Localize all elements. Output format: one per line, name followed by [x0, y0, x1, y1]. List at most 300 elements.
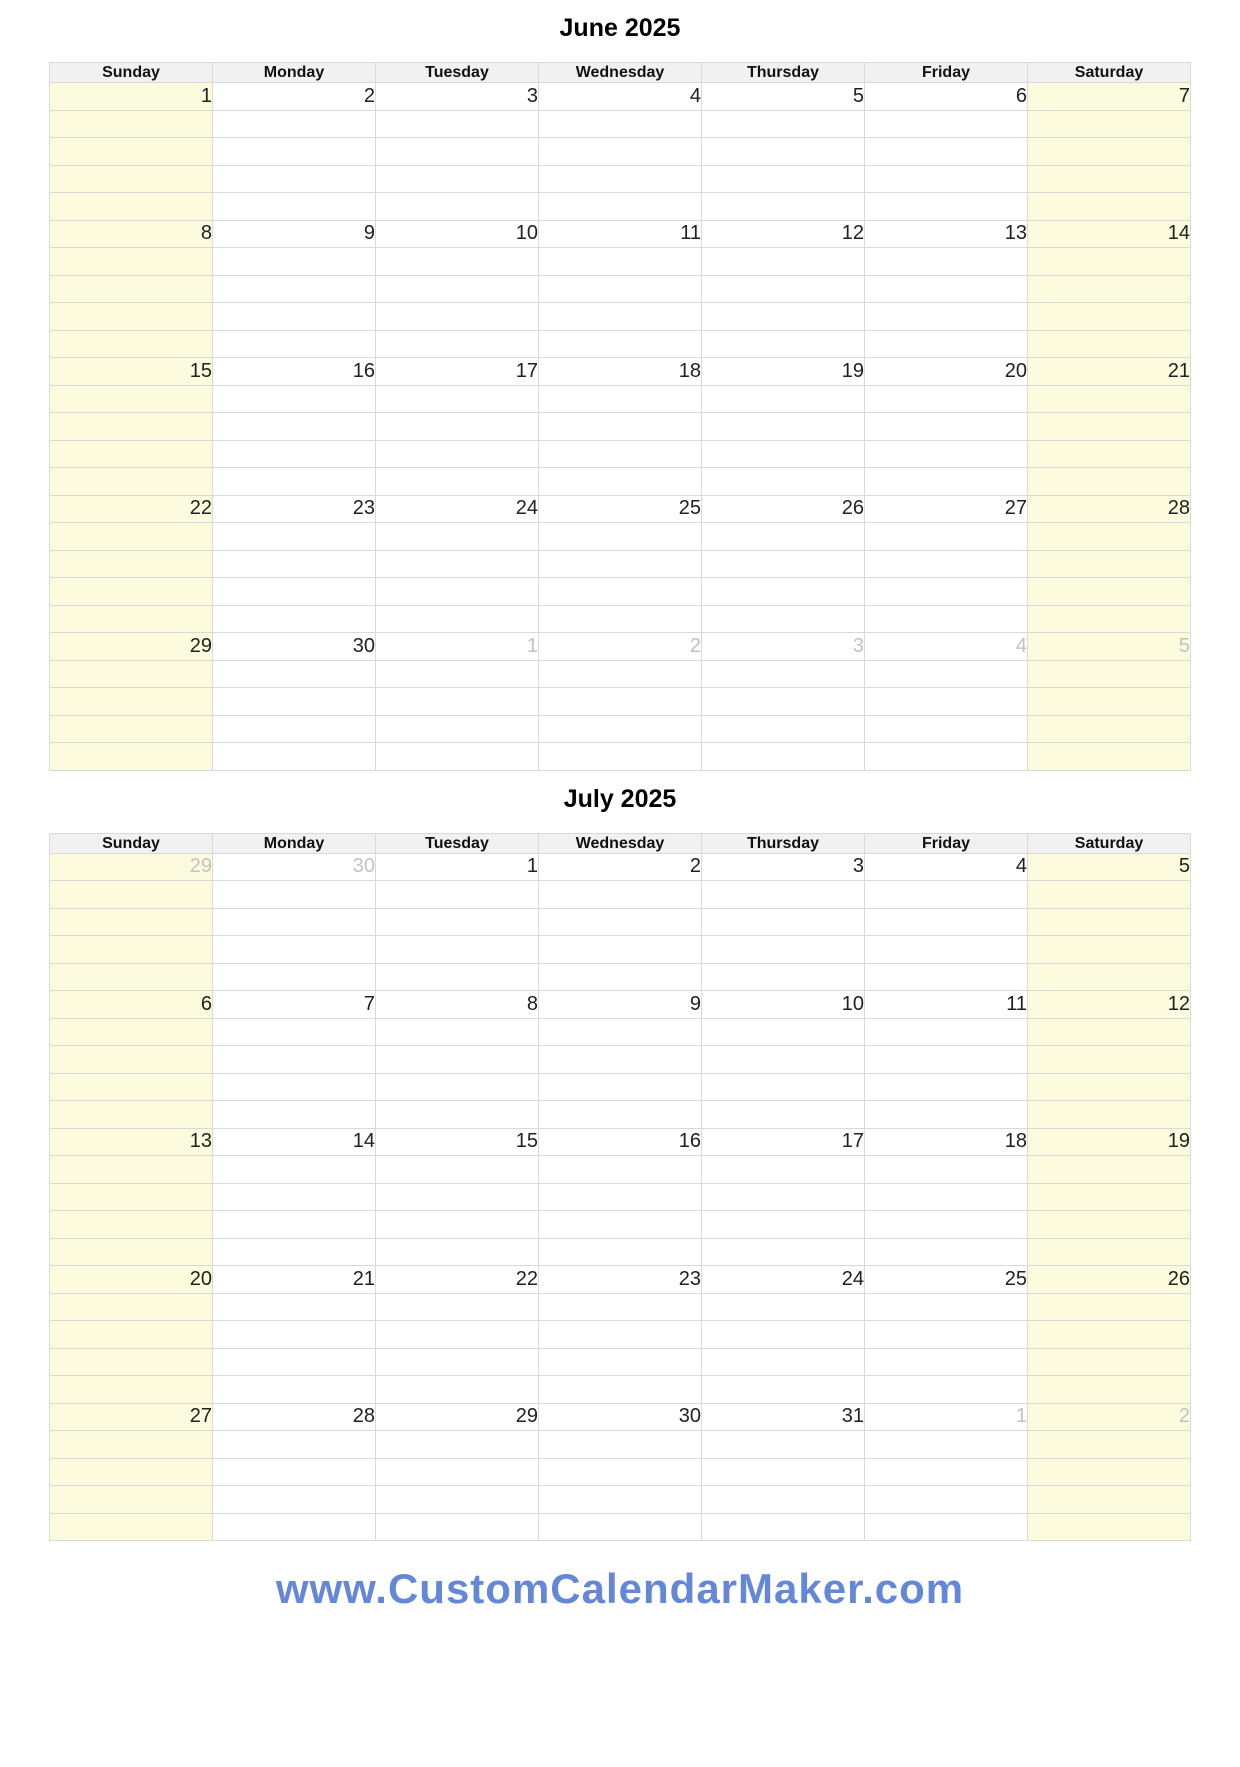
- week-date-row: [50, 991, 1191, 1019]
- date-cell: 3: [376, 83, 539, 111]
- blank-cell: [865, 1101, 1028, 1129]
- blank-cell: [1028, 1238, 1191, 1266]
- blank-cell: [213, 578, 376, 606]
- day-header-cell: Sunday: [50, 63, 213, 83]
- date-cell: 2: [539, 853, 702, 881]
- blank-cell: [1028, 1211, 1191, 1239]
- blank-cell: [539, 881, 702, 909]
- blank-cell: [539, 578, 702, 606]
- blank-cell: [213, 110, 376, 138]
- blank-cell: [213, 963, 376, 991]
- blank-cell: [539, 1376, 702, 1404]
- date-cell: 4: [865, 853, 1028, 881]
- blank-cell: [702, 1486, 865, 1514]
- date-cell: 22: [50, 495, 213, 523]
- blank-cell: [702, 660, 865, 688]
- date-cell: 7: [213, 991, 376, 1019]
- blank-cell: [50, 165, 213, 193]
- blank-cell: [50, 936, 213, 964]
- date-cell: 8: [50, 220, 213, 248]
- blank-cell: [539, 1348, 702, 1376]
- blank-cell: [50, 1321, 213, 1349]
- blank-cell: [539, 275, 702, 303]
- date-cell: 5: [1028, 853, 1191, 881]
- blank-cell: [50, 275, 213, 303]
- blank-cell: [376, 963, 539, 991]
- blank-cell: [865, 1238, 1028, 1266]
- calendar-title: June 2025: [559, 14, 681, 42]
- blank-cell: [50, 248, 213, 276]
- day-header-cell: Sunday: [50, 833, 213, 853]
- date-cell: 12: [702, 220, 865, 248]
- blank-cell: [702, 1183, 865, 1211]
- blank-cell: [702, 715, 865, 743]
- blank-cell: [539, 550, 702, 578]
- blank-cell: [50, 578, 213, 606]
- date-cell: 24: [702, 1266, 865, 1294]
- blank-cell: [1028, 1431, 1191, 1459]
- blank-cell: [702, 1238, 865, 1266]
- blank-cell: [865, 330, 1028, 358]
- blank-cell: [213, 385, 376, 413]
- blank-cell: [376, 303, 539, 331]
- blank-cell: [50, 193, 213, 221]
- blank-cell: [1028, 468, 1191, 496]
- blank-cell: [213, 193, 376, 221]
- date-cell: 23: [213, 495, 376, 523]
- blank-cell: [865, 936, 1028, 964]
- date-cell: 2: [539, 633, 702, 661]
- notes-row: [50, 578, 1191, 606]
- blank-cell: [539, 1211, 702, 1239]
- blank-cell: [1028, 688, 1191, 716]
- blank-cell: [213, 1458, 376, 1486]
- blank-cell: [702, 578, 865, 606]
- date-cell: 23: [539, 1266, 702, 1294]
- date-cell: 16: [213, 358, 376, 386]
- blank-cell: [376, 413, 539, 441]
- blank-cell: [376, 605, 539, 633]
- notes-row: [50, 908, 1191, 936]
- blank-cell: [865, 440, 1028, 468]
- week-date-row: [50, 220, 1191, 248]
- blank-cell: [865, 881, 1028, 909]
- blank-cell: [539, 248, 702, 276]
- blank-cell: [376, 1046, 539, 1074]
- date-cell: 25: [865, 1266, 1028, 1294]
- blank-cell: [213, 330, 376, 358]
- calendar-section: [0, 12, 1240, 771]
- date-cell: 27: [865, 495, 1028, 523]
- blank-cell: [1028, 1018, 1191, 1046]
- date-cell: 29: [376, 1403, 539, 1431]
- blank-cell: [865, 468, 1028, 496]
- notes-row: [50, 468, 1191, 496]
- blank-cell: [1028, 1321, 1191, 1349]
- blank-cell: [539, 138, 702, 166]
- blank-cell: [376, 1348, 539, 1376]
- blank-cell: [213, 165, 376, 193]
- date-cell: 30: [213, 633, 376, 661]
- date-cell: 13: [50, 1128, 213, 1156]
- blank-cell: [539, 1046, 702, 1074]
- blank-cell: [702, 248, 865, 276]
- blank-cell: [702, 1211, 865, 1239]
- notes-row: [50, 1293, 1191, 1321]
- date-cell: 29: [50, 633, 213, 661]
- blank-cell: [702, 1156, 865, 1184]
- blank-cell: [376, 1183, 539, 1211]
- blank-cell: [539, 1431, 702, 1459]
- blank-cell: [50, 1018, 213, 1046]
- notes-row: [50, 743, 1191, 771]
- blank-cell: [539, 688, 702, 716]
- blank-cell: [1028, 248, 1191, 276]
- calendar-page: [0, 12, 1240, 1767]
- blank-cell: [702, 330, 865, 358]
- date-cell: 14: [1028, 220, 1191, 248]
- date-cell: 3: [702, 853, 865, 881]
- blank-cell: [1028, 1073, 1191, 1101]
- blank-cell: [50, 468, 213, 496]
- blank-cell: [702, 275, 865, 303]
- notes-row: [50, 550, 1191, 578]
- blank-cell: [865, 385, 1028, 413]
- blank-cell: [865, 1513, 1028, 1541]
- date-cell: 26: [1028, 1266, 1191, 1294]
- blank-cell: [50, 440, 213, 468]
- calendar-title: July 2025: [563, 784, 677, 813]
- blank-cell: [539, 440, 702, 468]
- date-cell: 9: [213, 220, 376, 248]
- blank-cell: [702, 963, 865, 991]
- blank-cell: [1028, 1101, 1191, 1129]
- blank-cell: [213, 1101, 376, 1129]
- blank-cell: [376, 110, 539, 138]
- date-cell: 20: [50, 1266, 213, 1294]
- blank-cell: [1028, 660, 1191, 688]
- notes-row: [50, 1431, 1191, 1459]
- week-date-row: [50, 1128, 1191, 1156]
- date-cell: 31: [702, 1403, 865, 1431]
- blank-cell: [213, 1046, 376, 1074]
- blank-cell: [50, 1348, 213, 1376]
- blank-cell: [1028, 413, 1191, 441]
- blank-cell: [376, 715, 539, 743]
- blank-cell: [1028, 1046, 1191, 1074]
- blank-cell: [376, 1211, 539, 1239]
- blank-cell: [50, 413, 213, 441]
- notes-row: [50, 1348, 1191, 1376]
- notes-row: [50, 1238, 1191, 1266]
- blank-cell: [539, 193, 702, 221]
- blank-cell: [865, 110, 1028, 138]
- blank-cell: [213, 660, 376, 688]
- date-cell: 25: [539, 495, 702, 523]
- blank-cell: [1028, 1458, 1191, 1486]
- blank-cell: [865, 743, 1028, 771]
- blank-cell: [702, 303, 865, 331]
- notes-row: [50, 936, 1191, 964]
- blank-cell: [376, 385, 539, 413]
- blank-cell: [213, 1073, 376, 1101]
- date-cell: 18: [539, 358, 702, 386]
- blank-cell: [50, 138, 213, 166]
- blank-cell: [865, 1073, 1028, 1101]
- day-header-cell: Monday: [213, 63, 376, 83]
- blank-cell: [539, 1513, 702, 1541]
- blank-cell: [702, 1321, 865, 1349]
- blank-cell: [1028, 1293, 1191, 1321]
- notes-row: [50, 881, 1191, 909]
- notes-row: [50, 605, 1191, 633]
- notes-row: [50, 110, 1191, 138]
- blank-cell: [702, 936, 865, 964]
- blank-cell: [213, 1293, 376, 1321]
- blank-cell: [702, 523, 865, 551]
- blank-cell: [50, 715, 213, 743]
- notes-row: [50, 1073, 1191, 1101]
- date-cell: 6: [50, 991, 213, 1019]
- blank-cell: [213, 881, 376, 909]
- week-date-row: [50, 853, 1191, 881]
- blank-cell: [213, 1321, 376, 1349]
- notes-row: [50, 138, 1191, 166]
- blank-cell: [865, 688, 1028, 716]
- calendar-table: [49, 833, 1191, 1542]
- notes-row: [50, 413, 1191, 441]
- date-cell: 16: [539, 1128, 702, 1156]
- blank-cell: [213, 440, 376, 468]
- blank-cell: [50, 523, 213, 551]
- blank-cell: [50, 1073, 213, 1101]
- blank-cell: [865, 1486, 1028, 1514]
- date-cell: 30: [213, 853, 376, 881]
- date-cell: 8: [376, 991, 539, 1019]
- blank-cell: [865, 303, 1028, 331]
- blank-cell: [539, 605, 702, 633]
- blank-cell: [50, 330, 213, 358]
- date-cell: 10: [702, 991, 865, 1019]
- blank-cell: [702, 1376, 865, 1404]
- blank-cell: [865, 1458, 1028, 1486]
- blank-cell: [865, 1211, 1028, 1239]
- blank-cell: [539, 1238, 702, 1266]
- date-cell: 22: [376, 1266, 539, 1294]
- blank-cell: [702, 165, 865, 193]
- blank-cell: [213, 715, 376, 743]
- date-cell: 18: [865, 1128, 1028, 1156]
- blank-cell: [1028, 1183, 1191, 1211]
- blank-cell: [376, 193, 539, 221]
- blank-cell: [865, 413, 1028, 441]
- date-cell: 19: [1028, 1128, 1191, 1156]
- date-cell: 17: [376, 358, 539, 386]
- blank-cell: [213, 303, 376, 331]
- blank-cell: [376, 1238, 539, 1266]
- blank-cell: [50, 688, 213, 716]
- blank-cell: [50, 1458, 213, 1486]
- day-header-cell: Tuesday: [376, 833, 539, 853]
- blank-cell: [50, 1156, 213, 1184]
- day-header-cell: Wednesday: [539, 833, 702, 853]
- blank-cell: [376, 1293, 539, 1321]
- blank-cell: [376, 275, 539, 303]
- date-cell: 5: [1028, 633, 1191, 661]
- blank-cell: [1028, 936, 1191, 964]
- watermark-url: www.CustomCalendarMaker.com: [275, 1565, 965, 1612]
- blank-cell: [213, 936, 376, 964]
- day-header-cell: Wednesday: [539, 63, 702, 83]
- blank-cell: [539, 468, 702, 496]
- date-cell: 11: [865, 991, 1028, 1019]
- blank-cell: [539, 1486, 702, 1514]
- blank-cell: [702, 1073, 865, 1101]
- blank-cell: [865, 908, 1028, 936]
- blank-cell: [376, 248, 539, 276]
- blank-cell: [376, 138, 539, 166]
- day-header-cell: Thursday: [702, 63, 865, 83]
- blank-cell: [1028, 1376, 1191, 1404]
- date-cell: 4: [539, 83, 702, 111]
- blank-cell: [376, 330, 539, 358]
- blank-cell: [702, 743, 865, 771]
- blank-cell: [50, 1486, 213, 1514]
- date-cell: 13: [865, 220, 1028, 248]
- blank-cell: [539, 1183, 702, 1211]
- blank-cell: [539, 743, 702, 771]
- blank-cell: [376, 1486, 539, 1514]
- blank-cell: [213, 468, 376, 496]
- notes-row: [50, 1513, 1191, 1541]
- blank-cell: [1028, 138, 1191, 166]
- blank-cell: [376, 1018, 539, 1046]
- date-cell: 6: [865, 83, 1028, 111]
- blank-cell: [865, 660, 1028, 688]
- notes-row: [50, 523, 1191, 551]
- blank-cell: [539, 385, 702, 413]
- notes-row: [50, 1211, 1191, 1239]
- blank-cell: [539, 1018, 702, 1046]
- blank-cell: [213, 138, 376, 166]
- date-cell: 21: [213, 1266, 376, 1294]
- blank-cell: [702, 688, 865, 716]
- blank-cell: [1028, 578, 1191, 606]
- calendar-table: [49, 62, 1191, 771]
- blank-cell: [213, 550, 376, 578]
- blank-cell: [213, 1431, 376, 1459]
- notes-row: [50, 440, 1191, 468]
- blank-cell: [213, 743, 376, 771]
- day-header-cell: Tuesday: [376, 63, 539, 83]
- notes-row: [50, 1018, 1191, 1046]
- blank-cell: [702, 881, 865, 909]
- blank-cell: [213, 1018, 376, 1046]
- notes-row: [50, 715, 1191, 743]
- date-cell: 20: [865, 358, 1028, 386]
- blank-cell: [1028, 193, 1191, 221]
- blank-cell: [213, 1183, 376, 1211]
- blank-cell: [865, 1431, 1028, 1459]
- blank-cell: [702, 1458, 865, 1486]
- blank-cell: [50, 908, 213, 936]
- blank-cell: [376, 936, 539, 964]
- blank-cell: [1028, 1156, 1191, 1184]
- blank-cell: [213, 1348, 376, 1376]
- blank-cell: [865, 248, 1028, 276]
- blank-cell: [865, 1018, 1028, 1046]
- blank-cell: [50, 1238, 213, 1266]
- blank-cell: [1028, 1348, 1191, 1376]
- blank-cell: [865, 165, 1028, 193]
- day-header-row: [50, 63, 1191, 83]
- blank-cell: [702, 1513, 865, 1541]
- blank-cell: [865, 1046, 1028, 1074]
- blank-cell: [50, 1431, 213, 1459]
- date-cell: 29: [50, 853, 213, 881]
- date-cell: 21: [1028, 358, 1191, 386]
- blank-cell: [1028, 605, 1191, 633]
- blank-cell: [50, 1513, 213, 1541]
- blank-cell: [539, 715, 702, 743]
- date-cell: 28: [1028, 495, 1191, 523]
- notes-row: [50, 1321, 1191, 1349]
- date-cell: 11: [539, 220, 702, 248]
- date-cell: 1: [376, 853, 539, 881]
- date-cell: 1: [50, 83, 213, 111]
- blank-cell: [1028, 275, 1191, 303]
- week-date-row: [50, 83, 1191, 111]
- day-header-cell: Saturday: [1028, 833, 1191, 853]
- blank-cell: [539, 165, 702, 193]
- blank-cell: [50, 660, 213, 688]
- date-cell: 12: [1028, 991, 1191, 1019]
- blank-cell: [376, 523, 539, 551]
- blank-cell: [702, 908, 865, 936]
- blank-cell: [50, 963, 213, 991]
- blank-cell: [865, 578, 1028, 606]
- blank-cell: [865, 523, 1028, 551]
- blank-cell: [702, 138, 865, 166]
- blank-cell: [50, 385, 213, 413]
- blank-cell: [702, 1431, 865, 1459]
- blank-cell: [539, 523, 702, 551]
- blank-cell: [702, 468, 865, 496]
- blank-cell: [539, 303, 702, 331]
- notes-row: [50, 303, 1191, 331]
- date-cell: 2: [1028, 1403, 1191, 1431]
- blank-cell: [376, 550, 539, 578]
- date-cell: 3: [702, 633, 865, 661]
- blank-cell: [213, 1211, 376, 1239]
- blank-cell: [213, 688, 376, 716]
- blank-cell: [865, 193, 1028, 221]
- notes-row: [50, 248, 1191, 276]
- blank-cell: [865, 1293, 1028, 1321]
- blank-cell: [376, 1376, 539, 1404]
- blank-cell: [702, 440, 865, 468]
- day-header-cell: Thursday: [702, 833, 865, 853]
- date-cell: 4: [865, 633, 1028, 661]
- blank-cell: [213, 248, 376, 276]
- day-header-cell: Friday: [865, 833, 1028, 853]
- blank-cell: [376, 1073, 539, 1101]
- blank-cell: [50, 550, 213, 578]
- blank-cell: [702, 1046, 865, 1074]
- blank-cell: [539, 1321, 702, 1349]
- date-cell: 1: [865, 1403, 1028, 1431]
- week-date-row: [50, 633, 1191, 661]
